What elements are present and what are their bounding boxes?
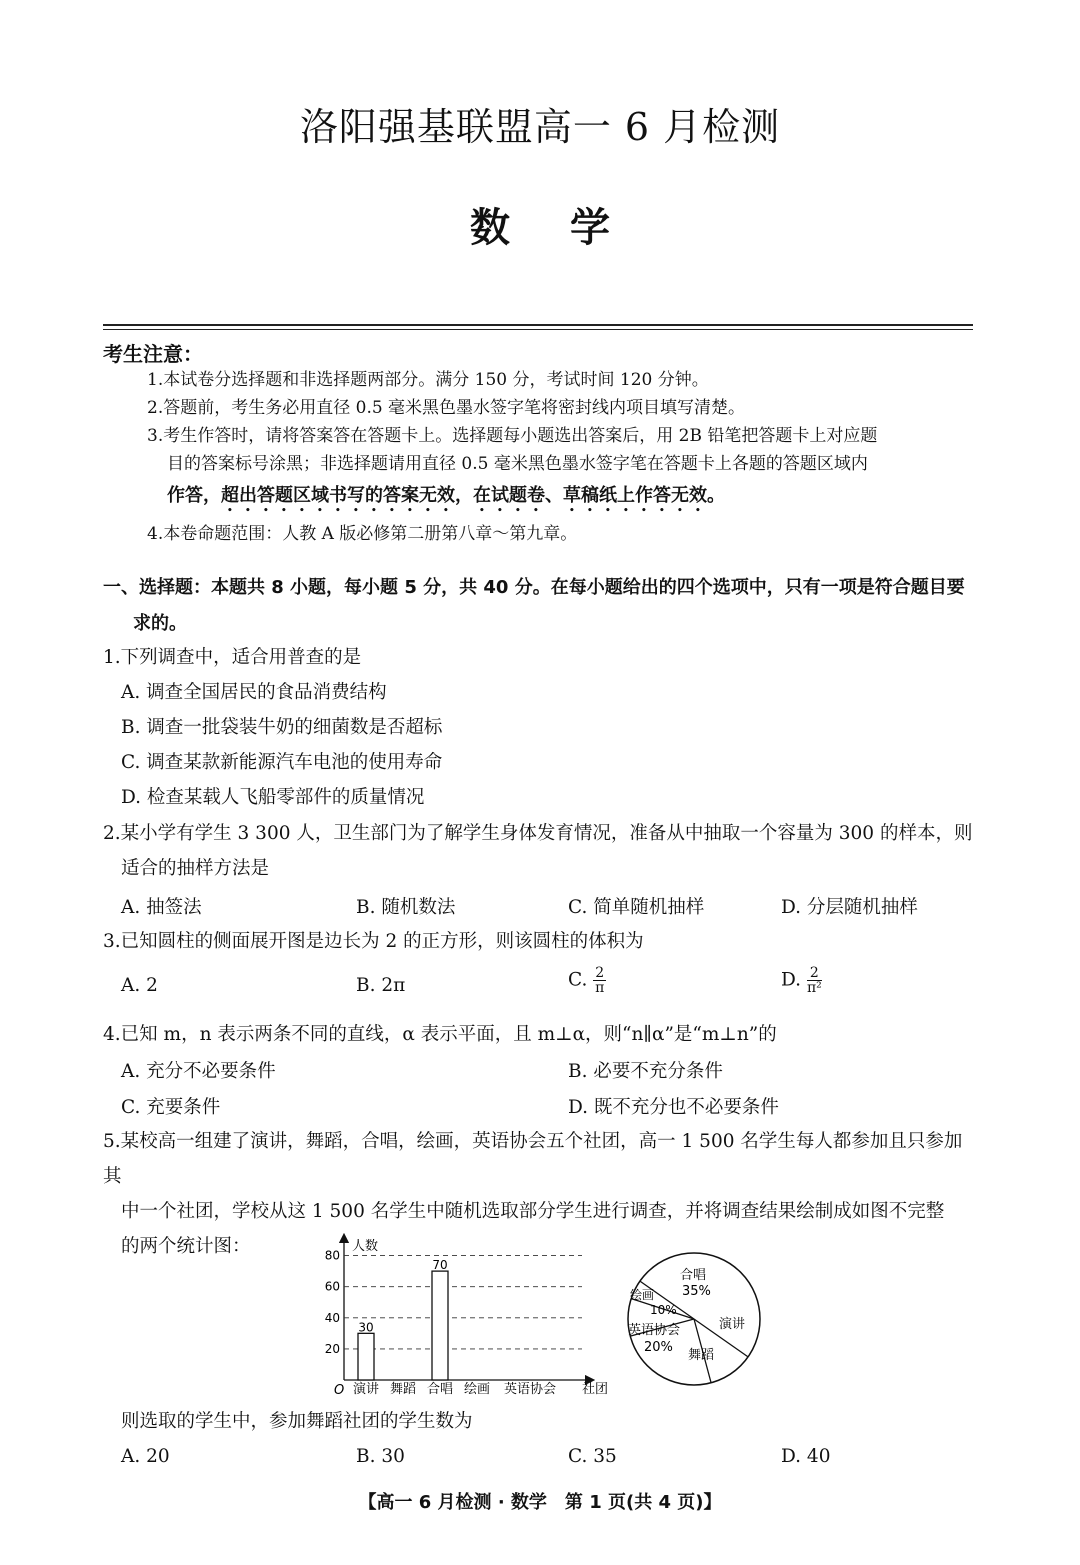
q4-option-a: A. 充分不必要条件 — [121, 1061, 276, 1082]
q2-option-c: C. 简单随机抽样 — [568, 897, 705, 918]
q3-option-b: B. 2π — [356, 975, 406, 996]
q5-option-c: C. 35 — [568, 1446, 617, 1467]
bar-category-label: 舞蹈 — [389, 1382, 417, 1397]
notice-item-3: 3.考生作答时，请将答案答在答题卡上。选择题每小题选出答案后，用 2B 铅笔把答题卡上对应题 — [147, 426, 878, 446]
pie-pct-painting: 10% — [650, 1303, 677, 1317]
pie-label-english: 英语协会 — [628, 1323, 681, 1338]
bar-value-label: 70 — [432, 1258, 448, 1273]
q2-option-a: A. 抽签法 — [121, 897, 202, 918]
bar-value-label: 30 — [358, 1320, 374, 1335]
q1-option-c: C. 调查某款新能源汽车电池的使用寿命 — [121, 752, 443, 773]
bar-y-tick: 40 — [324, 1310, 340, 1325]
q5-option-b: B. 30 — [356, 1446, 405, 1467]
q2-option-d: D. 分层随机抽样 — [781, 897, 918, 918]
q1-option-d: D. 检查某载人飞船零部件的质量情况 — [121, 787, 425, 808]
notice-item-2: 2.答题前，考生务必用直径 0.5 毫米黑色墨水签字笔将密封线内项目填写清楚。 — [147, 398, 746, 418]
exam-title: 洛阳强基联盟高一 6 月检测 — [299, 105, 781, 149]
bar-mark — [358, 1333, 374, 1380]
question-3 — [103, 924, 973, 959]
q4-option-b: B. 必要不充分条件 — [568, 1061, 723, 1082]
q3-option-c: C. $\frac{2}{\pi}$ — [568, 965, 605, 996]
q3-d-fraction: $\frac{2}{\text{π²}}$ — [806, 965, 822, 996]
notice-emphasis: 超出答题区域书写的答案无效，在试题卷、草稿纸上作答无效。 — [221, 485, 725, 506]
question-2 — [103, 816, 973, 886]
notice-item-3-end: 作答，超出答题区域书写的答案无效，在试题卷、草稿纸上作答无效。 — [167, 485, 725, 506]
notice-item-1: 1.本试卷分选择题和非选择题两部分。满分 150 分，考试时间 120 分钟。 — [147, 370, 709, 390]
q1-option-b: B. 调查一批袋装牛奶的细菌数是否超标 — [121, 717, 443, 738]
pie-label-speech: 演讲 — [719, 1317, 746, 1332]
pie-label-dance: 舞蹈 — [688, 1348, 715, 1363]
bar-mark — [432, 1271, 448, 1380]
bar-category-label: 英语协会 — [503, 1382, 557, 1397]
q5-option-d: D. 40 — [781, 1446, 831, 1467]
q2-stem-1: 2.某小学有学生 3 300 人，卫生部门为了解学生身体发育情况，准备从中抽取一个容量为 300 的样本，则 — [103, 823, 973, 844]
q2-option-b: B. 随机数法 — [356, 897, 456, 918]
notice-list — [147, 366, 973, 548]
bar-origin: O — [334, 1383, 345, 1398]
bar-x-label: 社团 — [582, 1382, 609, 1397]
subject-title: 数学 — [470, 205, 670, 251]
divider-bottom — [103, 329, 973, 330]
bar-chart — [320, 1230, 620, 1405]
q5-stem-1: 5.某校高一组建了演讲，舞蹈，合唱，绘画，英语协会五个社团，高一 1 500 名学生每人都参加且只参加其 — [103, 1131, 963, 1187]
q3-option-d: D. $\frac{2}{\text{π²}}$ — [781, 965, 822, 996]
bar-category-label: 合唱 — [426, 1382, 454, 1397]
bar-category-label: 演讲 — [352, 1382, 380, 1397]
question-4 — [103, 1017, 973, 1052]
q3-option-a: A. 2 — [121, 975, 158, 996]
q2-stem-2: 适合的抽样方法是 — [121, 858, 270, 879]
section-heading: 一、选择题：本题共 8 小题，每小题 5 分，共 40 分。在每小题给出的四个选项中，只有一项是符合题目要 求的。 — [103, 577, 965, 634]
q4-option-d: D. 既不充分也不必要条件 — [568, 1097, 779, 1118]
bar-y-label: 人数 — [352, 1239, 379, 1254]
bar-category-label: 绘画 — [463, 1382, 491, 1397]
bar-y-tick: 20 — [324, 1341, 340, 1356]
q3-stem: 3.已知圆柱的侧面展开图是边长为 2 的正方形，则该圆柱的体积为 — [103, 931, 644, 952]
q3-c-fraction: $\frac{2}{\pi}$ — [595, 965, 605, 996]
q1-option-a: A. 调查全国居民的食品消费结构 — [121, 682, 387, 703]
pie-chart — [622, 1246, 772, 1396]
pie-label-chorus: 合唱 — [680, 1268, 707, 1283]
page-footer: 【高一 6 月检测 · 数学 第 1 页(共 4 页)】 — [358, 1492, 722, 1513]
q4-stem: 4.已知 m，n 表示两条不同的直线，α 表示平面，且 m⊥α，则“n∥α”是“m⊥n”的 — [103, 1024, 777, 1045]
bar-y-tick: 60 — [324, 1279, 340, 1294]
divider-top — [103, 324, 973, 326]
pie-pct-chorus: 35% — [682, 1284, 711, 1299]
bar-y-tick: 80 — [324, 1248, 340, 1263]
notice-heading: 考生注意： — [103, 342, 203, 366]
q5-option-a: A. 20 — [121, 1446, 170, 1467]
notice-item-4: 4.本卷命题范围：人教 A 版必修第二册第八章～第九章。 — [147, 524, 578, 544]
pie-pct-english: 20% — [644, 1340, 673, 1355]
q4-option-c: C. 充要条件 — [121, 1097, 221, 1118]
pie-label-painting: 绘画 — [630, 1288, 655, 1302]
q5-stem-3: 的两个统计图： — [121, 1236, 251, 1257]
notice-item-3-cont: 目的答案标号涂黑；非选择题请用直径 0.5 毫米黑色墨水签字笔在答题卡上各题的答题区域内 — [167, 454, 868, 474]
q5-stem-2: 中一个社团，学校从这 1 500 名学生中随机选取部分学生进行调查，并将调查结果绘制成如图不完整 — [121, 1201, 945, 1222]
question-1 — [103, 640, 973, 815]
q1-stem: 1.下列调查中，适合用普查的是 — [103, 647, 362, 668]
q5-ask: 则选取的学生中，参加舞蹈社团的学生数为 — [121, 1411, 473, 1432]
